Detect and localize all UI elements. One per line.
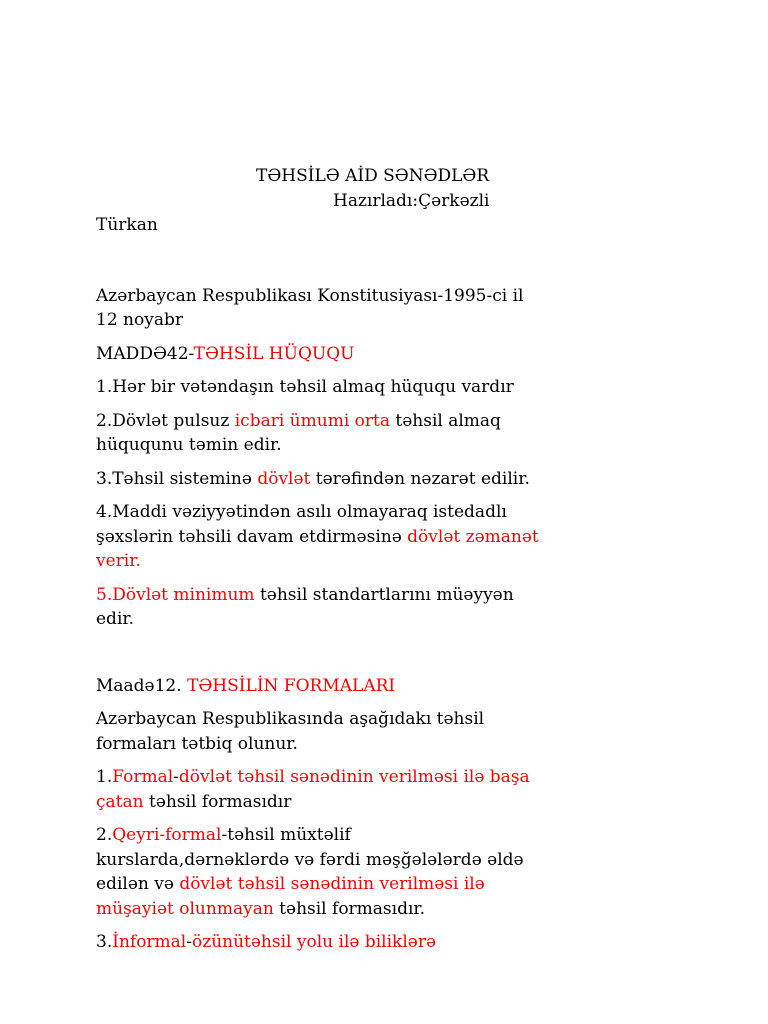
text-segment: təhsil formasıdır	[143, 791, 292, 812]
article-12-heading	[96, 674, 736, 699]
emphasized-text: müşayiət olunmayan	[96, 898, 274, 919]
text-line	[96, 500, 736, 525]
article-42-heading	[96, 342, 736, 367]
article-12-point-1	[96, 765, 736, 814]
emphasized-text: Formal	[112, 767, 174, 787]
text-line	[96, 525, 736, 550]
document-page	[96, 164, 736, 964]
emphasized-text: 5.Dövlət minimum	[96, 584, 255, 605]
emphasized-text: çatan	[96, 791, 144, 812]
text-line: Azərbaycan Respublikasında aşağıdakı təhsil	[96, 709, 485, 729]
heading-line	[96, 342, 736, 367]
text-line	[96, 467, 736, 492]
author-name: Hazırladı:Çərkəzli	[333, 190, 490, 211]
text-line	[96, 848, 736, 873]
text-segment: təhsil standartlarını müəyyən	[254, 584, 514, 605]
emphasized-text: dövlət	[257, 468, 311, 489]
article-12-point-3	[96, 930, 736, 955]
text-segment: tərəfindən nəzarət edilir.	[310, 468, 530, 489]
article-42-point-3	[96, 467, 736, 492]
text-line	[96, 583, 736, 608]
text-line	[96, 930, 736, 955]
emphasized-text: özünütəhsil yolu ilə biliklərə	[192, 932, 437, 952]
emphasized-text: dövlət zəmanət	[407, 526, 539, 547]
article-42-point-2	[96, 409, 736, 458]
article-number: MADDƏ42-	[96, 343, 194, 364]
emphasized-text: Qeyri-formal	[112, 825, 222, 845]
source-line: Azərbaycan Respublikası Konstitusiyası-1995-ci il	[96, 285, 524, 306]
article-number: Maadə12.	[96, 675, 188, 696]
text-segment: 2.Dövlət pulsuz	[96, 410, 235, 431]
emphasized-text: verir.	[96, 551, 141, 571]
emphasized-text: dövlət təhsil sənədinin verilməsi ilə	[179, 874, 485, 894]
text-line	[96, 409, 736, 434]
text-line	[96, 872, 736, 897]
text-line	[96, 897, 736, 922]
document-header	[96, 164, 736, 238]
article-42-point-5	[96, 583, 736, 632]
text-segment: -təhsil müxtəlif	[221, 825, 351, 845]
article-42-section	[96, 342, 736, 632]
source-line: 12 noyabr	[96, 310, 183, 330]
text-segment: 4.Maddi vəziyyətindən asılı olmayaraq istedadlı	[96, 502, 507, 522]
text-line	[96, 433, 736, 458]
text-line	[96, 375, 736, 400]
text-segment: edilən və	[96, 874, 180, 894]
text-segment: kurslarda,dərnəklərdə və fərdi məşğələlərdə əldə	[96, 849, 524, 870]
text-segment: 3.	[96, 932, 113, 952]
text-segment: hüququnu təmin edir.	[96, 435, 282, 455]
article-12-point-2	[96, 823, 736, 921]
text-segment: -	[186, 932, 192, 952]
text-line: formaları tətbiq olunur.	[96, 733, 298, 754]
heading-line	[96, 674, 736, 699]
text-segment: 1.Hər bir vətəndaşın təhsil almaq hüququ vardır	[96, 377, 514, 397]
text-line	[96, 765, 736, 790]
source-citation	[96, 284, 736, 333]
text-segment: edir.	[96, 609, 135, 629]
text-line	[96, 790, 736, 815]
text-segment: 2.	[96, 825, 113, 845]
emphasized-text: İnformal	[112, 932, 187, 952]
text-line	[96, 823, 736, 848]
text-segment: şəxslərin təhsili davam etdirməsinə	[96, 526, 408, 547]
article-title: TƏHSİLİN FORMALARI	[187, 675, 396, 696]
text-segment: 3.Təhsil sisteminə	[96, 468, 258, 489]
text-line	[96, 607, 736, 632]
text-line	[96, 549, 736, 574]
emphasized-text: dövlət təhsil sənədinin verilməsi ilə başa	[178, 767, 530, 787]
text-segment: 1.	[96, 767, 113, 787]
emphasized-text: icbari ümumi orta	[234, 410, 390, 431]
author-name-continued: Türkan	[96, 215, 158, 235]
text-segment: təhsil almaq	[389, 410, 501, 431]
article-42-point-1	[96, 375, 736, 400]
text-segment: -	[173, 767, 179, 787]
document-title: TƏHSİLƏ AİD SƏNƏDLƏR	[256, 166, 490, 186]
article-42-point-4	[96, 500, 736, 574]
article-12-intro	[96, 707, 736, 756]
article-title: TƏHSİL HÜQUQU	[193, 343, 355, 364]
article-12-section	[96, 674, 736, 955]
text-segment: təhsil formasıdır.	[273, 898, 426, 919]
